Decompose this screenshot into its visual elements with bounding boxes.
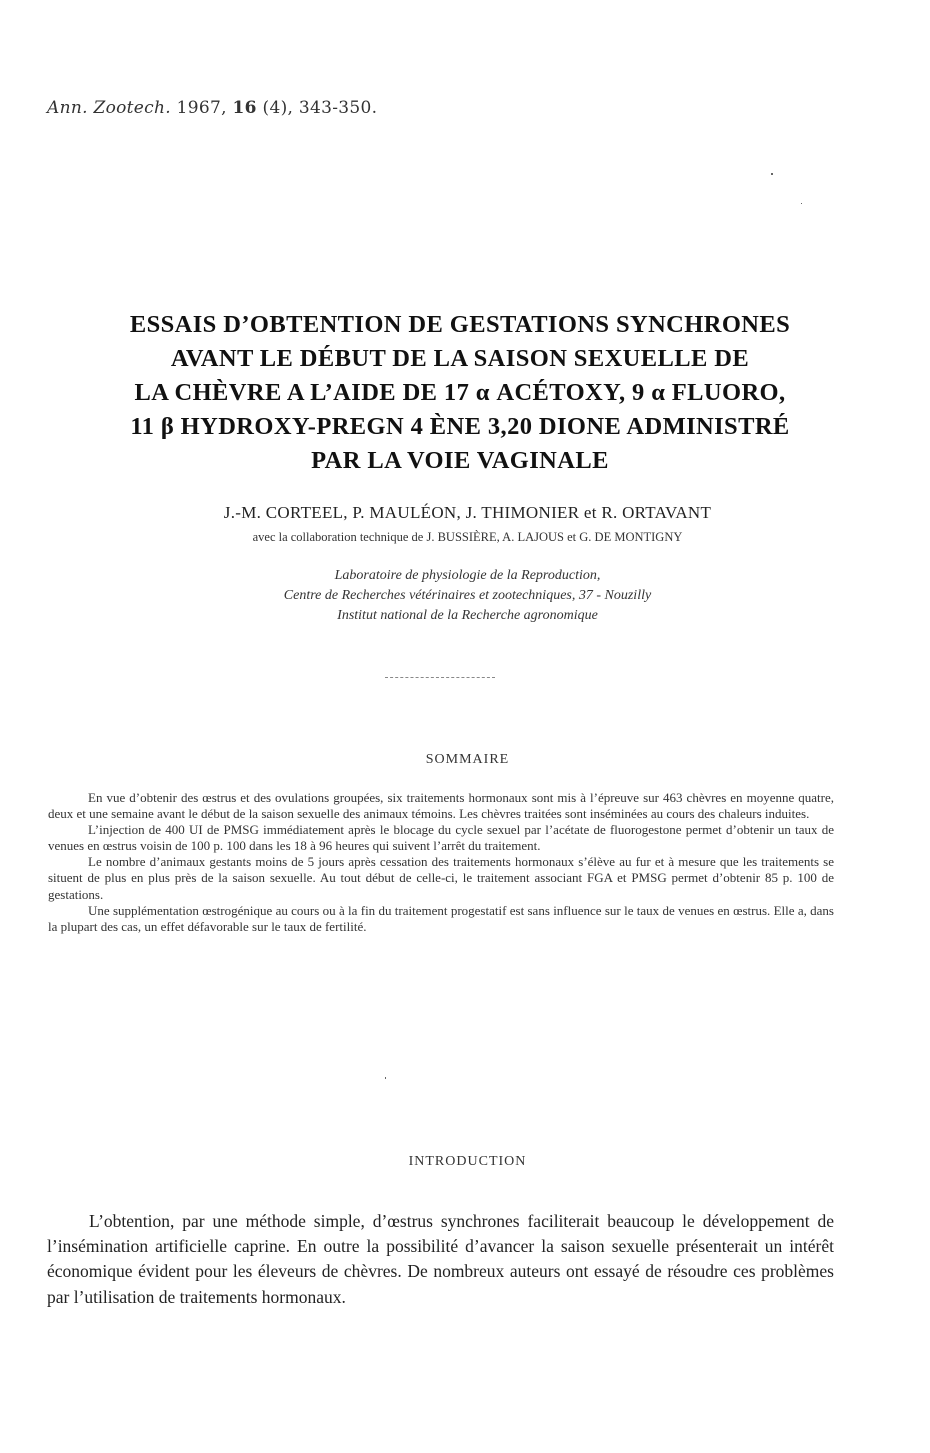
affiliation — [40, 566, 895, 626]
summary-paragraph: En vue d’obtenir des œstrus et des ovulations groupées, six traitements hormonaux sont mis à l’épreuve sur 463 chèvres en moyenne quatre, deux et une semaine avant le début de la saison sexuelle des animaux témoins. Les chèvres traitées sont inséminées au cours des chaleurs induites. — [48, 790, 834, 822]
affiliation-line: Laboratoire de physiologie de la Reproduction, — [334, 568, 601, 583]
publication-year: 1967, — [176, 98, 227, 118]
introduction-heading: INTRODUCTION — [408, 1154, 527, 1169]
scan-speck — [771, 173, 773, 175]
summary-heading: SOMMAIRE — [425, 752, 510, 767]
scan-speck — [385, 1077, 386, 1079]
issue-pages: (4), 343-350. — [262, 98, 378, 118]
technical-collaboration: avec la collaboration technique de J. BUSSIÈRE, A. LAJOUS et G. DE MONTIGNY — [252, 530, 683, 544]
article-title — [40, 308, 880, 478]
affiliation-line: Institut national de la Recherche agronomique — [337, 608, 598, 623]
summary-paragraph: L’injection de 400 UI de PMSG immédiatement après le blocage du cycle sexuel par l’acétate de fluorogestone permet d’obtenir un taux de venues en œstrus voisin de 100 p. 100 dans les 18 à 96 heures qui suivent l’arrêt du traitement. — [48, 822, 834, 854]
affiliation-line: Centre de Recherches vétérinaires et zootechniques, 37 - Nouzilly — [283, 588, 652, 603]
journal-citation — [47, 98, 377, 118]
title-line: 11 β HYDROXY-PREGN 4 ÈNE 3,20 DIONE ADMINISTRÉ — [130, 413, 790, 440]
title-line: ESSAIS D’OBTENTION DE GESTATIONS SYNCHRONES — [129, 311, 791, 338]
journal-volume: 16 — [232, 98, 257, 118]
summary-paragraph: Le nombre d’animaux gestants moins de 5 jours après cessation des traitements hormonaux s’élève au fur et à mesure que les traitements se situent de plus en plus près de la saison sexuelle. Au tout début de celle-ci, le traitement associant FGA et PMSG permet d’obtenir 85 p. 100 de gestations. — [48, 854, 834, 902]
journal-name: Ann. Zootech. — [47, 98, 171, 118]
summary-paragraph: Une supplémentation œstrogénique au cours ou à la fin du traitement progestatif est sans influence sur le taux de venues en œstrus. Elle a, dans la plupart des cas, un effet défavorable sur le taux de fertilité. — [48, 902, 834, 934]
scan-speck — [801, 203, 802, 204]
title-line: AVANT LE DÉBUT DE LA SAISON SEXUELLE DE — [170, 345, 750, 372]
introduction-paragraph: L’obtention, par une méthode simple, d’œstrus synchrones faciliterait beaucoup le développement de l’insémination artificielle caprine. En outre la possibilité d’avancer la saison sexuelle présenterait un intérêt économique évident pour les éleveurs de chèvres. De nombreux auteurs ont essayé de résoudre ces problèmes par l’utilisation de traitements hormonaux. — [47, 1211, 834, 1307]
section-divider — [385, 677, 495, 678]
title-line: LA CHÈVRE A L’AIDE DE 17 α ACÉTOXY, 9 α FLUORO, — [134, 379, 786, 406]
summary-body — [48, 790, 834, 935]
author-list: J.-M. CORTEEL, P. MAULÉON, J. THIMONIER et R. ORTAVANT — [223, 503, 712, 522]
title-line: PAR LA VOIE VAGINALE — [311, 447, 609, 474]
introduction-body — [47, 1209, 834, 1310]
